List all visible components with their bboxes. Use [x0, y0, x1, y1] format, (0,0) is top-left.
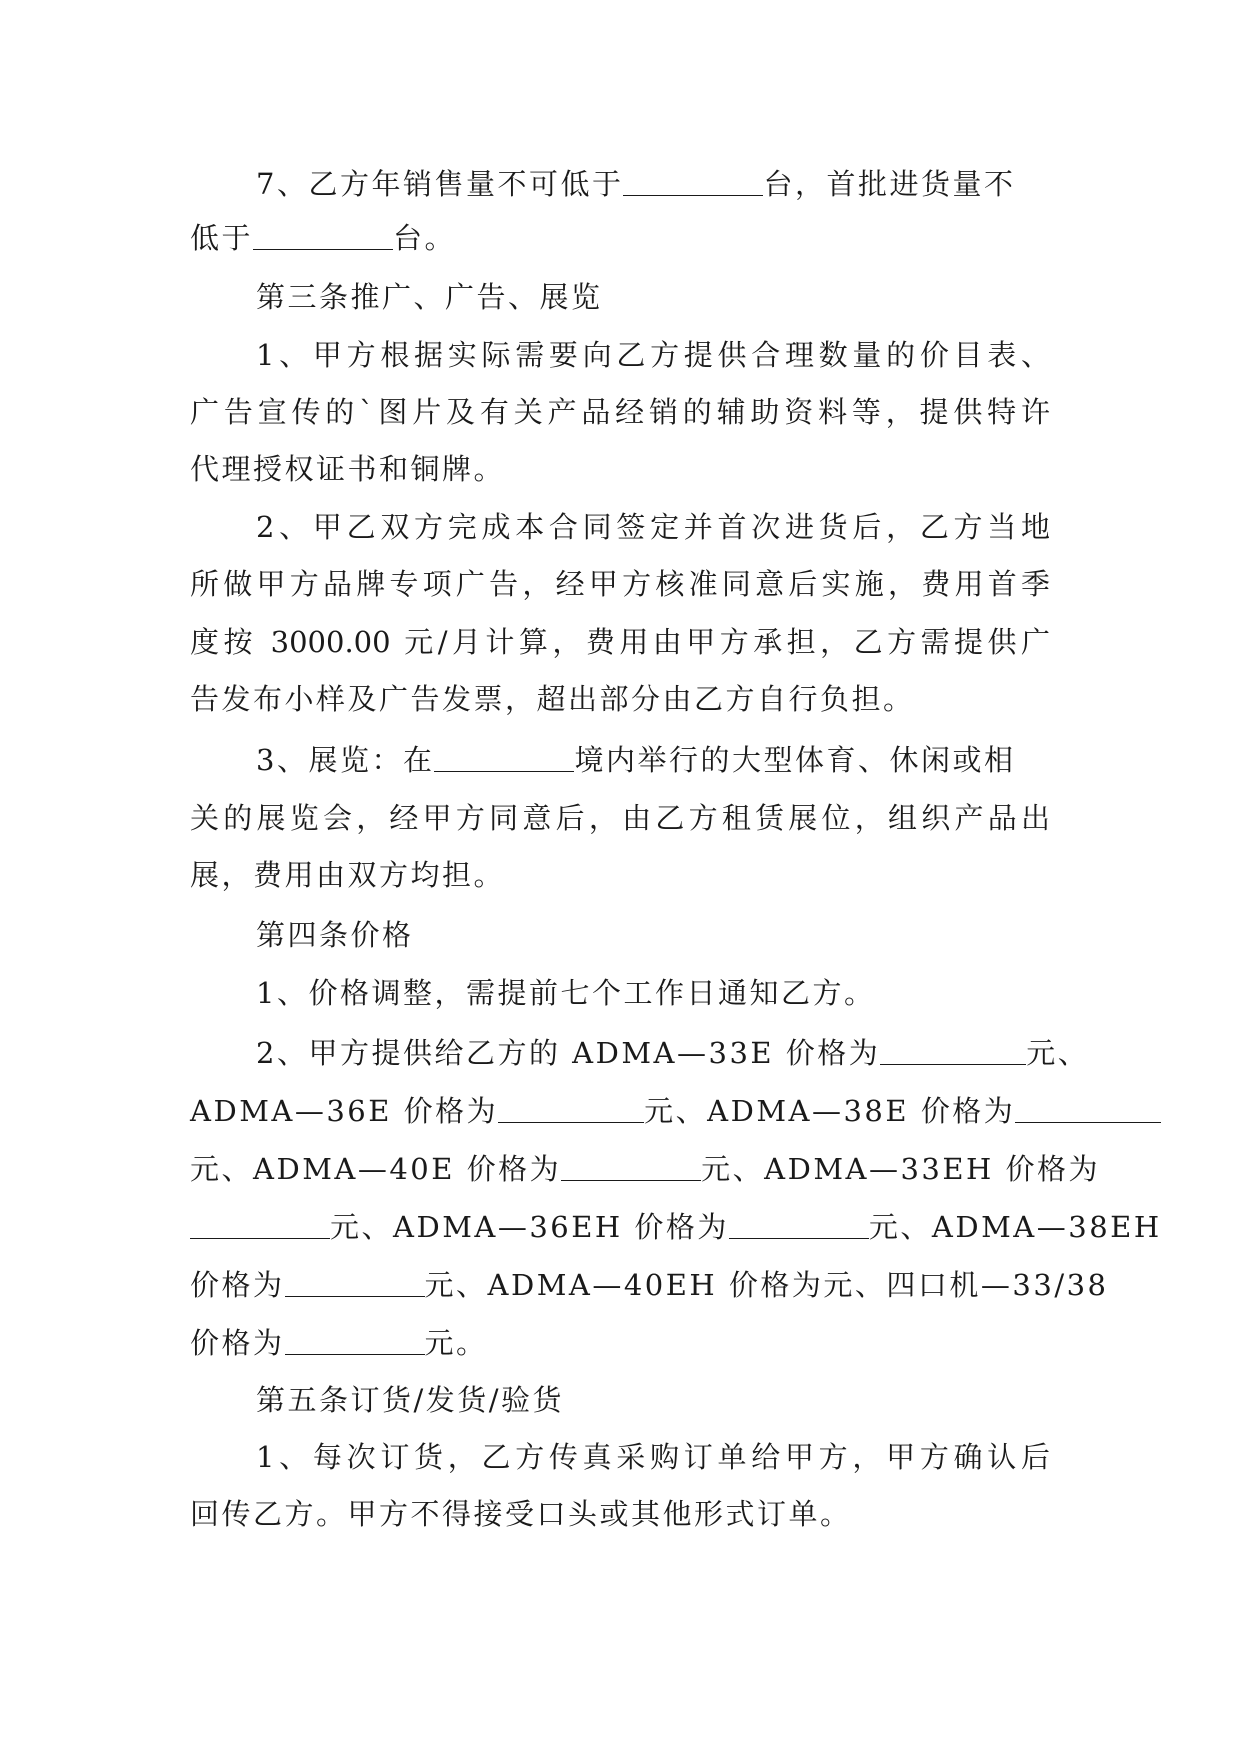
text-span: 价格为	[190, 1268, 285, 1302]
paragraph-line: 2、甲乙双方完成本合同签定并首次进货后，乙方当地	[256, 510, 1050, 544]
paragraph-line: 告发布小样及广告发票，超出部分由乙方自行负担。	[190, 682, 915, 716]
paragraph-line	[256, 155, 1050, 213]
fill-in-blank	[729, 1208, 869, 1239]
paragraph-line: 度按 3000.00 元/月计算，费用由甲方承担，乙方需提供广	[190, 625, 1050, 659]
text-span: 价格为	[190, 1326, 285, 1360]
paragraph-line: 1、每次订货，乙方传真采购订单给甲方，甲方确认后	[256, 1440, 1050, 1474]
paragraph-line	[190, 1256, 1109, 1314]
paragraph-line: 1、价格调整，需提前七个工作日通知乙方。	[256, 976, 876, 1010]
fill-in-blank	[190, 1208, 330, 1239]
paragraph-line: 展，费用由双方均担。	[190, 858, 506, 892]
fill-in-blank	[253, 219, 393, 250]
text-span: 2、甲方提供给乙方的 ADMA—33E 价格为	[256, 1036, 881, 1070]
fill-in-blank	[498, 1092, 644, 1123]
text-span: 台。	[393, 221, 457, 255]
section-heading: 第五条订货/发货/验货	[256, 1383, 565, 1417]
text-span: 元、	[1026, 1036, 1090, 1070]
text-span: 3、展览：在	[256, 743, 435, 777]
fill-in-blank	[1015, 1092, 1161, 1123]
text-span: 元、ADMA—38EH	[868, 1210, 1162, 1244]
paragraph-line	[190, 1198, 1162, 1256]
fill-in-blank	[880, 1034, 1026, 1065]
paragraph-line: 广告宣传的`图片及有关产品经销的辅助资料等，提供特许	[190, 395, 1050, 429]
paragraph-line: 所做甲方品牌专项广告，经甲方核准同意后实施，费用首季	[190, 567, 1050, 601]
paragraph-line	[256, 1024, 1090, 1082]
text-span: 7、乙方年销售量不可低于	[256, 167, 624, 201]
text-span: 境内举行的大型体育、休闲或相	[574, 743, 1016, 777]
text-span: 元、ADMA—40EH 价格为元、四口机—33/38	[424, 1268, 1109, 1302]
paragraph-line: 1、甲方根据实际需要向乙方提供合理数量的价目表、	[256, 338, 1050, 372]
paragraph-line	[190, 1314, 1050, 1372]
paragraph-line	[256, 731, 1050, 789]
section-heading: 第三条推广、广告、展览	[256, 280, 603, 314]
section-heading: 第四条价格	[256, 918, 414, 952]
fill-in-blank	[561, 1150, 701, 1181]
paragraph-line	[190, 209, 1050, 267]
paragraph-line	[190, 1082, 1050, 1140]
paragraph-line	[190, 1140, 1101, 1198]
text-span: 元、ADMA—33EH 价格为	[701, 1152, 1101, 1186]
paragraph-line: 关的展览会，经甲方同意后，由乙方租赁展位，组织产品出	[190, 801, 1050, 835]
text-span: 元、ADMA—40E 价格为	[190, 1152, 562, 1186]
text-span: 低于	[190, 221, 254, 255]
text-span: 元。	[424, 1326, 488, 1360]
text-span: ADMA—36E 价格为	[190, 1094, 499, 1128]
text-span: 台，首批进货量不	[763, 167, 1016, 201]
text-span: 元、ADMA—36EH 价格为	[330, 1210, 729, 1244]
paragraph-line: 代理授权证书和铜牌。	[190, 452, 506, 486]
fill-in-blank	[285, 1324, 425, 1355]
fill-in-blank	[623, 165, 763, 196]
fill-in-blank	[285, 1266, 425, 1297]
paragraph-line: 回传乙方。甲方不得接受口头或其他形式订单。	[190, 1497, 852, 1531]
fill-in-blank	[434, 741, 574, 772]
text-span: 元、ADMA—38E 价格为	[644, 1094, 1016, 1128]
